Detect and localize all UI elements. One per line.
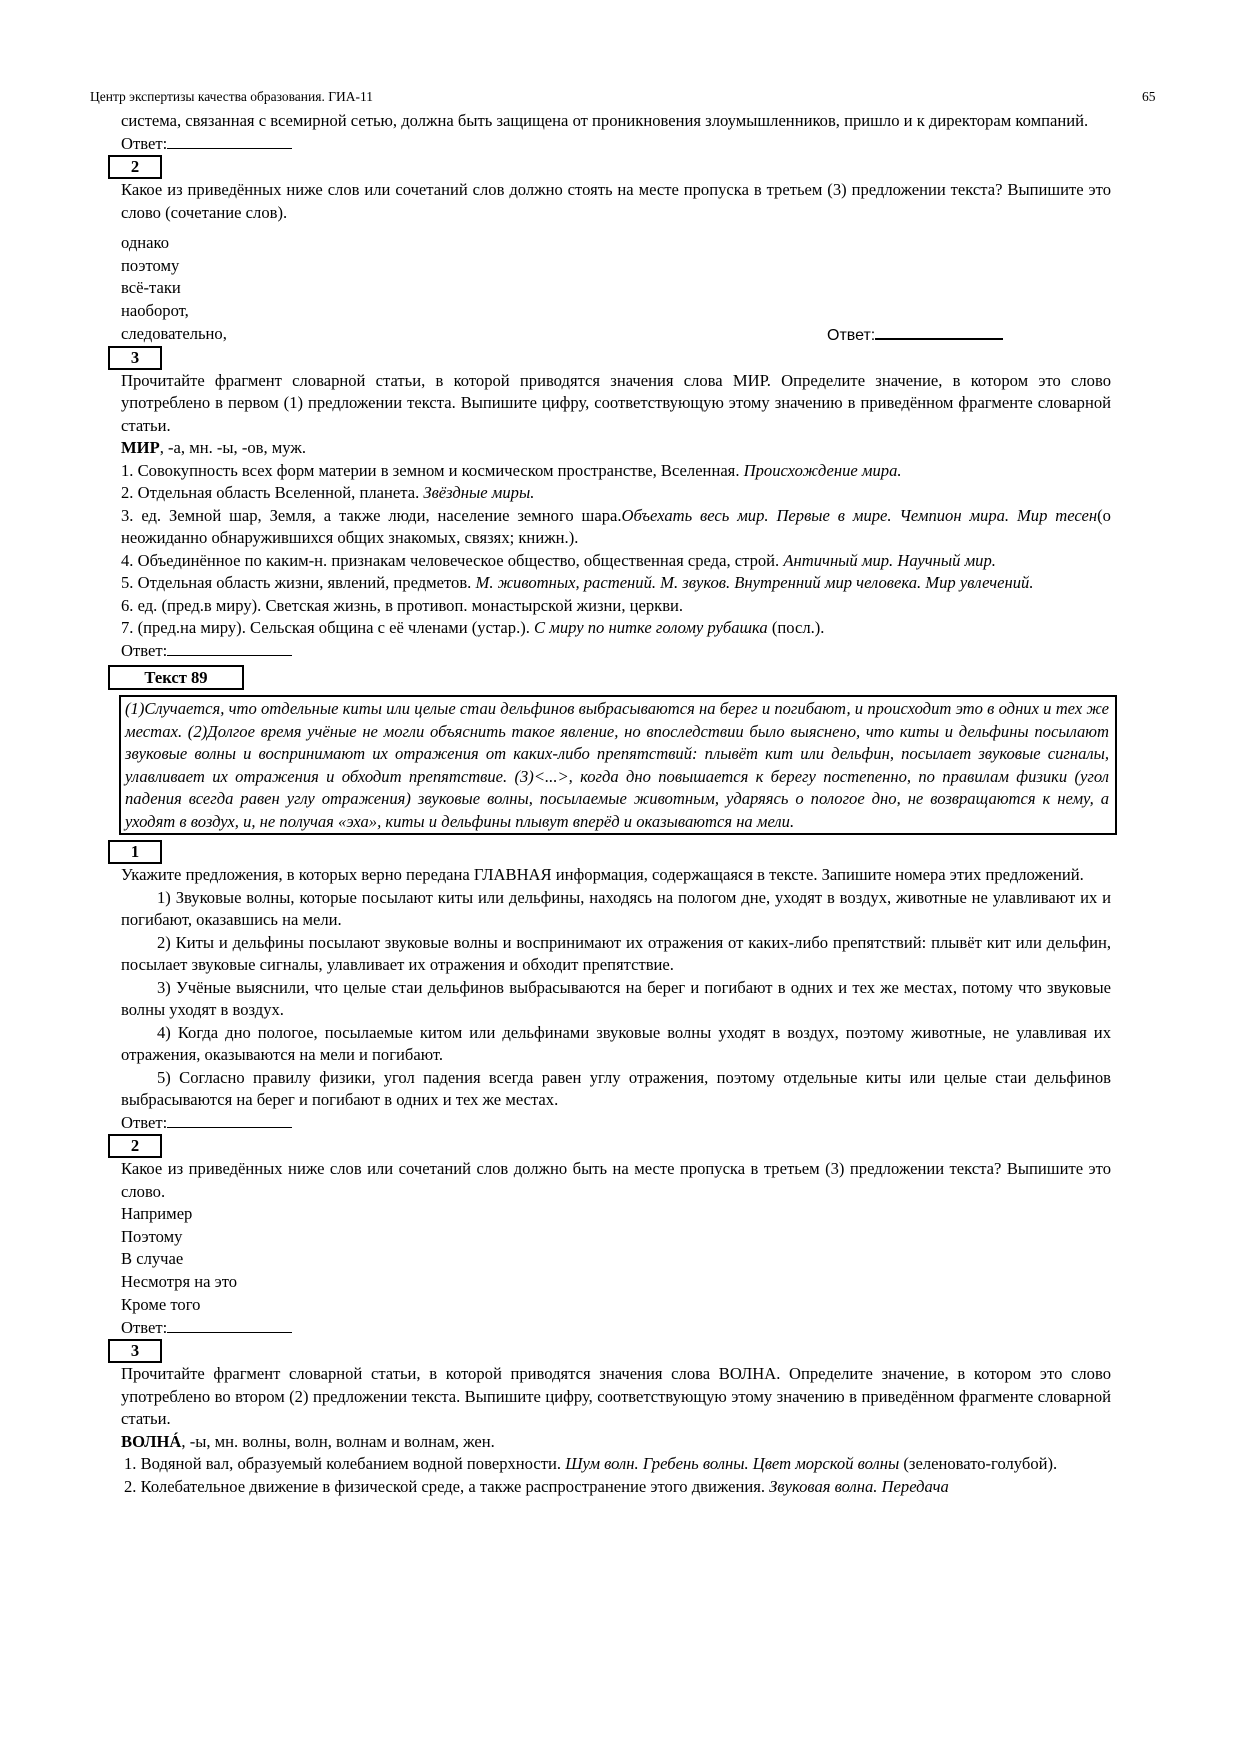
- task-text: Прочитайте фрагмент словарной статьи, в которой приводятся значения слова МИР. Определите значение, в котором это слово употреблено в первом (1) предложении текста. Выпишите цифру, соответствующую этому значению в приведённом фрагменте словарной статьи.: [121, 370, 1111, 435]
- option-item: 3) Учёные выяснили, что целые стаи дельфинов выбрасываются на берег и погибают в одних и тех же местах, потому что звуковые волны уходят в воздух.: [121, 977, 1111, 1019]
- answer-line: Ответ:: [121, 1317, 1111, 1340]
- page-content: [121, 110, 1111, 1498]
- dictionary-headword-line: МИР, -а, мн. -ы, -ов, муж.: [121, 438, 306, 457]
- option-item: 5) Согласно правилу физики, угол падения всегда равен углу отражения, поэтому отдельные киты или целые стаи дельфинов выбрасываются на берег и погибают в одних и тех же местах.: [121, 1067, 1111, 1109]
- definition-2: 2. Отдельная область Вселенной, планета. Звёздные миры.: [121, 483, 535, 502]
- continued-paragraph: система, связанная с всемирной сетью, должна быть защищена от проникновения злоумышленников, пришло и к директорам компаний.: [121, 111, 1089, 130]
- task-text: Какое из приведённых ниже слов или сочетаний слов должно быть на месте пропуска в третьем (3) предложении текста? Выпишите это слово.: [121, 1159, 1111, 1201]
- option-item: 4) Когда дно пологое, посылаемые китом или дельфинами звуковые волны уходят в воздух, поэтому животные, не улавливая их отражения, оказываются на мели и погибают.: [121, 1022, 1111, 1064]
- answer-line: Ответ:: [121, 133, 1111, 156]
- definition-5: 5. Отдельная область жизни, явлений, предметов. М. животных, растений. М. звуков. Внутренний мир человека. Мир увлечений.: [121, 573, 1034, 592]
- option-item: Например: [121, 1204, 193, 1223]
- definition-4: 4. Объединённое по каким-н. признакам человеческое общество, общественная среда, строй. Античный мир. Научный мир.: [121, 550, 996, 570]
- running-header: Центр экспертизы качества образования. ГИА-11: [90, 89, 373, 104]
- definition-2: 2. Колебательное движение в физической среде, а также распространение этого движения. Звуковая волна. Передача: [124, 1476, 949, 1496]
- answer-blank[interactable]: [167, 1112, 292, 1128]
- option-item: однако: [121, 233, 170, 252]
- task-number-box: 3: [108, 1339, 162, 1363]
- task-number-box: 2: [108, 155, 162, 179]
- task-number-box: 3: [108, 346, 162, 370]
- option-item: Поэтому: [121, 1226, 183, 1246]
- task-text: Прочитайте фрагмент словарной статьи, в которой приводятся значения слова ВОЛНА. Определите значение, в котором это слово употреблено во втором (2) предложении текста. Выпишите цифру, соответствующую этому значению в приведённом фрагменте словарной статьи.: [121, 1364, 1111, 1429]
- option-item: 2) Киты и дельфины посылают звуковые волны и воспринимают их отражения от каких-либо препятствий: плывёт кит или дельфин, посылает звуковые сигналы, улавливает их отражения и обходит препятствие.: [121, 932, 1111, 974]
- dictionary-headword-line: ВОЛНÁ, -ы, мн. волны, волн, волнам и волнам, жен.: [121, 1431, 495, 1451]
- option-row-with-answer: [121, 323, 1111, 346]
- option-item: всё-таки: [121, 278, 181, 298]
- option-item: наоборот,: [121, 301, 189, 321]
- text-title-box: Текст 89: [108, 665, 244, 690]
- answer-line: Ответ:: [827, 323, 1003, 348]
- option-item: 1) Звуковые волны, которые посылают киты или дельфины, находясь на пологом дне, уходят в воздух, животные не улавливают их и погибают, оказавшись на мели.: [121, 887, 1111, 929]
- answer-line: Ответ:: [121, 640, 1111, 663]
- task-number-box: 2: [108, 1134, 162, 1158]
- headword: МИР: [121, 438, 160, 457]
- option-item: Кроме того: [121, 1294, 201, 1314]
- source-text-box: (1)Случается, что отдельные киты или целые стаи дельфинов выбрасываются на берег и погибают, и происходит это в одних и тех же местах. (2)Долгое время учёные не могли объяснить такое явление, но впоследствии было выяснено, что киты и дельфины посылают звуковые волны и воспринимают их отражения от каких-либо препятствий: плывёт кит или дельфин, посылает звуковые сигналы, улавливает их отражения и обходит препятствие. (3)<...>, когда дно повышается к берегу постепенно, по правилам физики (угол падения всегда равен углу отражения) звуковые волны, посылаемые животным, ударяясь о пологое дно, не возвращаются к нему, а уходят в воздух, и, не получая «эха», киты и дельфины плывут вперёд и оказываются на мели.: [119, 695, 1117, 835]
- answer-line: Ответ:: [121, 1112, 1111, 1135]
- definition-1: 1. Водяной вал, образуемый колебанием водной поверхности. Шум волн. Гребень волны. Цвет морской волны (зеленовато-голубой).: [124, 1454, 1058, 1474]
- definition-3: 3. ед. Земной шар, Земля, а также люди, население земного шара.Объехать весь мир. Первые в мире. Чемпион мира. Мир тесен(о неожиданно обнаружившихся общих знакомых, связях; книжн.).: [121, 505, 1111, 547]
- task-number-box: 1: [108, 840, 162, 864]
- option-item: поэтому: [121, 255, 180, 275]
- answer-blank[interactable]: [167, 1317, 292, 1333]
- page-number: 65: [1142, 89, 1156, 104]
- task-text: Укажите предложения, в которых верно передана ГЛАВНАЯ информация, содержащаяся в тексте. Запишите номера этих предложений.: [121, 865, 1084, 884]
- definition-7: 7. (пред.на миру). Сельская община с её членами (устар.). С миру по нитке голому рубашка (посл.).: [121, 618, 825, 637]
- answer-blank[interactable]: [167, 133, 292, 149]
- answer-blank[interactable]: [167, 640, 292, 656]
- definition-6: 6. ед. (пред.в миру). Светская жизнь, в противоп. монастырской жизни, церкви.: [121, 595, 684, 615]
- headword: ВОЛНÁ: [121, 1431, 182, 1451]
- option-item: В случае: [121, 1249, 184, 1269]
- definition-1: 1. Совокупность всех форм материи в земном и космическом пространстве, Вселенная. Происхождение мира.: [121, 460, 902, 480]
- task-text: Какое из приведённых ниже слов или сочетаний слов должно стоять на месте пропуска в третьем (3) предложении текста? Выпишите это слово (сочетание слов).: [121, 180, 1111, 222]
- option-item: Несмотря на это: [121, 1272, 238, 1292]
- answer-blank[interactable]: [875, 323, 1003, 340]
- option-item: следовательно,: [121, 323, 227, 343]
